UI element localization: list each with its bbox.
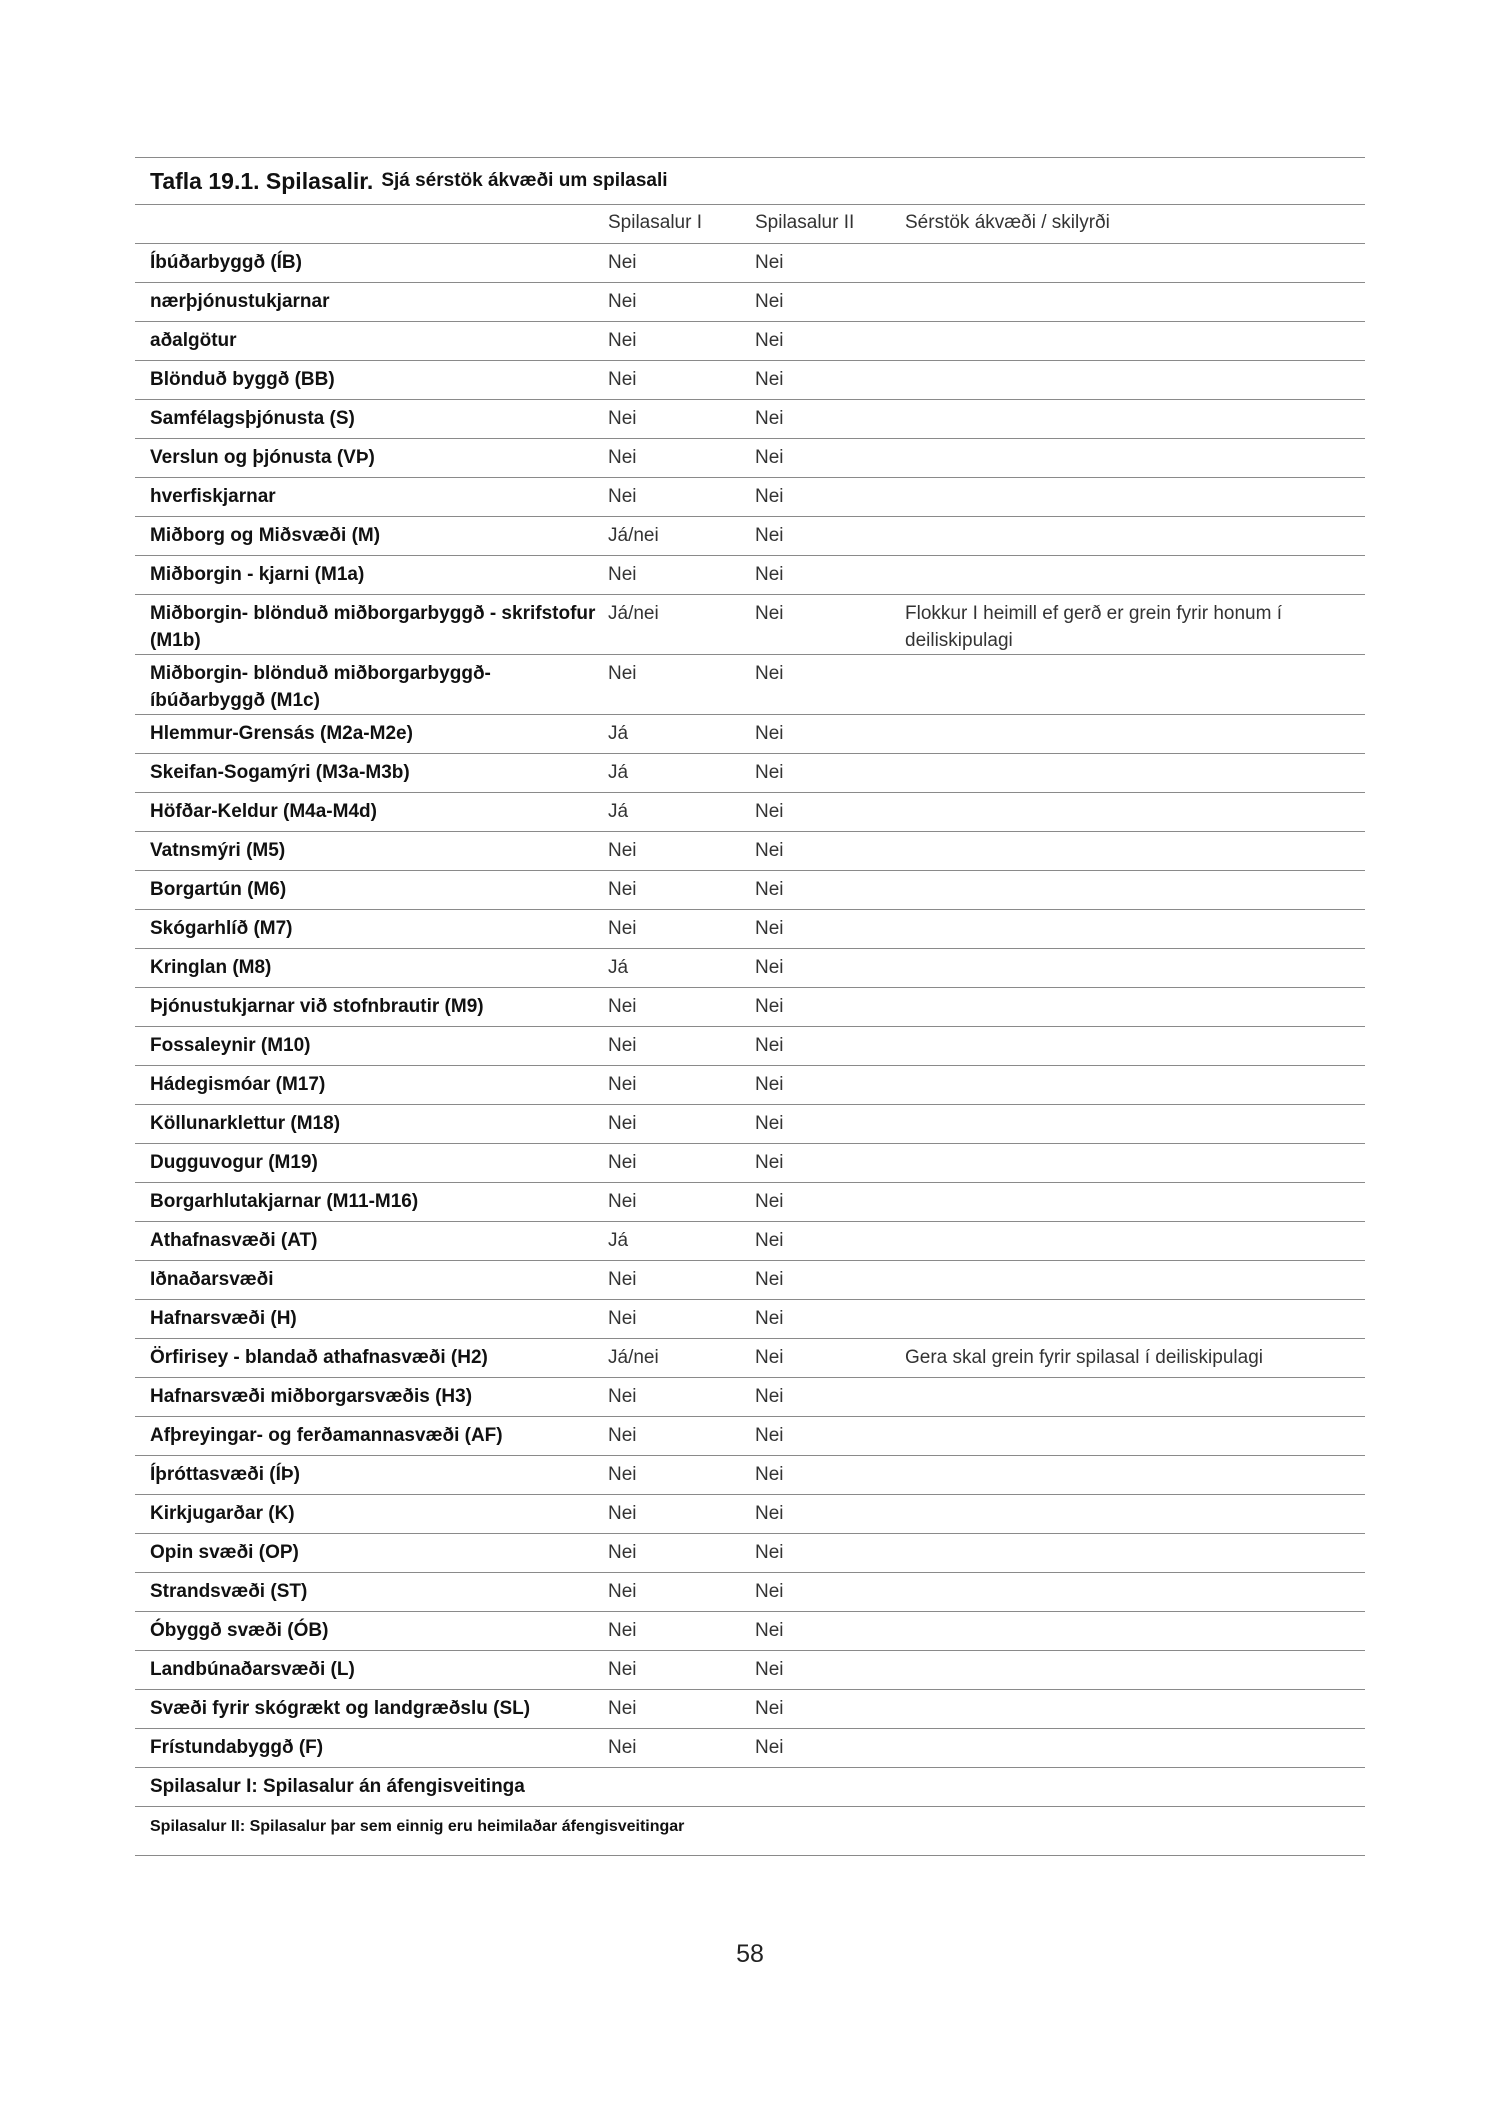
note-cell [905, 948, 1365, 987]
area-cell: Athafnasvæði (AT) [135, 1221, 608, 1260]
spilasalur-1-cell: Já [608, 1221, 755, 1260]
table-row [135, 282, 1365, 321]
note-cell [905, 987, 1365, 1026]
table-row [135, 243, 1365, 282]
area-cell: Miðborg og Miðsvæði (M) [135, 516, 608, 555]
area-cell: Miðborgin- blönduð miðborgarbyggð- íbúðarbyggð (M1c) [135, 654, 608, 714]
area-cell: Kringlan (M8) [135, 948, 608, 987]
spilasalur-2-cell: Nei [755, 948, 905, 987]
note-cell [905, 792, 1365, 831]
area-cell: Íbúðarbyggð (ÍB) [135, 243, 608, 282]
spilasalur-2-cell: Nei [755, 438, 905, 477]
area-cell: Höfðar-Keldur (M4a-M4d) [135, 792, 608, 831]
note-cell [905, 1455, 1365, 1494]
area-cell: Landbúnaðarsvæði (L) [135, 1650, 608, 1689]
table-row [135, 438, 1365, 477]
area-cell: Örfirisey - blandað athafnasvæði (H2) [135, 1338, 608, 1377]
table-row [135, 870, 1365, 909]
area-cell: Kirkjugarðar (K) [135, 1494, 608, 1533]
spilasalur-2-cell: Nei [755, 1377, 905, 1416]
spilasalur-1-cell: Nei [608, 909, 755, 948]
spilasalur-1-cell: Nei [608, 1104, 755, 1143]
area-cell: Verslun og þjónusta (VÞ) [135, 438, 608, 477]
spilasalur-1-cell: Nei [608, 1728, 755, 1767]
spilasalur-1-cell: Nei [608, 1377, 755, 1416]
area-cell: Hafnarsvæði (H) [135, 1299, 608, 1338]
spilasalur-1-cell: Já [608, 792, 755, 831]
spilasalur-2-cell: Nei [755, 243, 905, 282]
area-cell: Íþróttasvæði (ÍÞ) [135, 1455, 608, 1494]
table-row [135, 1494, 1365, 1533]
spilasalur-2-cell: Nei [755, 1416, 905, 1455]
note-cell [905, 1611, 1365, 1650]
area-cell: Þjónustukjarnar við stofnbrautir (M9) [135, 987, 608, 1026]
note-cell [905, 1221, 1365, 1260]
spilasalur-2-cell: Nei [755, 831, 905, 870]
table-row [135, 1299, 1365, 1338]
spilasalur-1-cell: Já [608, 714, 755, 753]
note-cell [905, 1572, 1365, 1611]
spilasalur-1-cell: Nei [608, 831, 755, 870]
table-row [135, 654, 1365, 714]
spilasalur-1-cell: Já [608, 948, 755, 987]
spilasalur-2-cell: Nei [755, 1026, 905, 1065]
spilasalur-1-cell: Nei [608, 1533, 755, 1572]
spilasalur-1-cell: Nei [608, 282, 755, 321]
spilasalur-2-cell: Nei [755, 714, 905, 753]
note-cell [905, 1143, 1365, 1182]
spilasalur-1-cell: Já/nei [608, 516, 755, 555]
table-row [135, 831, 1365, 870]
spilasalur-2-cell: Nei [755, 1299, 905, 1338]
legend-line-2: Spilasalur II: Spilasalur þar sem einnig eru heimilaðar áfengisveitingar [135, 1807, 1365, 1856]
spilasalur-2-cell: Nei [755, 870, 905, 909]
area-cell: Vatnsmýri (M5) [135, 831, 608, 870]
table-row [135, 1260, 1365, 1299]
note-cell [905, 909, 1365, 948]
note-cell [905, 1728, 1365, 1767]
area-cell: Miðborgin - kjarni (M1a) [135, 555, 608, 594]
area-cell: nærþjónustukjarnar [135, 282, 608, 321]
table-legend [135, 1768, 1365, 1857]
spilasalur-2-cell: Nei [755, 654, 905, 714]
spilasalur-1-cell: Nei [608, 1182, 755, 1221]
table-row [135, 555, 1365, 594]
spilasalur-2-cell: Nei [755, 1143, 905, 1182]
area-cell: Samfélagsþjónusta (S) [135, 399, 608, 438]
spilasalur-1-cell: Nei [608, 555, 755, 594]
note-cell [905, 438, 1365, 477]
spilasalur-1-cell: Nei [608, 1299, 755, 1338]
gaming-halls-table [135, 205, 1365, 1768]
area-cell: Opin svæði (OP) [135, 1533, 608, 1572]
spilasalur-1-cell: Nei [608, 1455, 755, 1494]
table-row [135, 516, 1365, 555]
table-row [135, 1533, 1365, 1572]
spilasalur-2-cell: Nei [755, 792, 905, 831]
note-cell [905, 831, 1365, 870]
spilasalur-2-cell: Nei [755, 1065, 905, 1104]
area-cell: Frístundabyggð (F) [135, 1728, 608, 1767]
spilasalur-2-cell: Nei [755, 1455, 905, 1494]
spilasalur-2-cell: Nei [755, 1494, 905, 1533]
spilasalur-1-cell: Nei [608, 1611, 755, 1650]
note-cell [905, 1026, 1365, 1065]
table-row [135, 594, 1365, 654]
area-cell: aðalgötur [135, 321, 608, 360]
spilasalur-2-cell: Nei [755, 399, 905, 438]
note-cell [905, 1416, 1365, 1455]
spilasalur-1-cell: Nei [608, 870, 755, 909]
note-cell [905, 1494, 1365, 1533]
area-cell: Óbyggð svæði (ÓB) [135, 1611, 608, 1650]
area-cell: Borgarhlutakjarnar (M11-M16) [135, 1182, 608, 1221]
table-row [135, 948, 1365, 987]
note-cell [905, 1104, 1365, 1143]
document-page [135, 157, 1365, 1856]
spilasalur-2-cell: Nei [755, 594, 905, 654]
area-cell: Iðnaðarsvæði [135, 1260, 608, 1299]
spilasalur-1-cell: Nei [608, 1260, 755, 1299]
note-cell [905, 1299, 1365, 1338]
note-cell [905, 1689, 1365, 1728]
table-row [135, 753, 1365, 792]
table-row [135, 1065, 1365, 1104]
spilasalur-1-cell: Nei [608, 399, 755, 438]
area-cell: Afþreyingar- og ferðamannasvæði (AF) [135, 1416, 608, 1455]
spilasalur-2-cell: Nei [755, 1221, 905, 1260]
legend-line-1: Spilasalur I: Spilasalur án áfengisveitinga [135, 1768, 1365, 1807]
area-cell: Köllunarklettur (M18) [135, 1104, 608, 1143]
spilasalur-1-cell: Nei [608, 477, 755, 516]
spilasalur-2-cell: Nei [755, 1611, 905, 1650]
note-cell [905, 243, 1365, 282]
spilasalur-1-cell: Nei [608, 1650, 755, 1689]
note-cell: Gera skal grein fyrir spilasal í deiliskipulagi [905, 1338, 1365, 1377]
table-row [135, 477, 1365, 516]
area-cell: hverfiskjarnar [135, 477, 608, 516]
table-subtitle: Sjá sérstök ákvæði um spilasali [381, 170, 668, 191]
spilasalur-2-cell: Nei [755, 555, 905, 594]
spilasalur-1-cell: Nei [608, 1689, 755, 1728]
table-row [135, 714, 1365, 753]
table-row [135, 1650, 1365, 1689]
note-cell [905, 1533, 1365, 1572]
table-row [135, 1455, 1365, 1494]
note-cell [905, 399, 1365, 438]
spilasalur-2-cell: Nei [755, 1338, 905, 1377]
page-number: 58 [736, 1940, 764, 1968]
note-cell [905, 1650, 1365, 1689]
spilasalur-1-cell: Já/nei [608, 1338, 755, 1377]
table-row [135, 909, 1365, 948]
spilasalur-2-cell: Nei [755, 1728, 905, 1767]
spilasalur-2-cell: Nei [755, 1533, 905, 1572]
spilasalur-2-cell: Nei [755, 1182, 905, 1221]
note-cell [905, 516, 1365, 555]
table-caption [135, 157, 1365, 205]
spilasalur-1-cell: Nei [608, 1065, 755, 1104]
area-cell: Strandsvæði (ST) [135, 1572, 608, 1611]
spilasalur-1-cell: Nei [608, 1026, 755, 1065]
note-cell [905, 477, 1365, 516]
spilasalur-2-cell: Nei [755, 753, 905, 792]
table-row [135, 1416, 1365, 1455]
spilasalur-2-cell: Nei [755, 987, 905, 1026]
area-cell: Skógarhlíð (M7) [135, 909, 608, 948]
spilasalur-2-cell: Nei [755, 1689, 905, 1728]
table-row [135, 360, 1365, 399]
table-row [135, 1728, 1365, 1767]
note-cell [905, 753, 1365, 792]
spilasalur-1-cell: Nei [608, 1416, 755, 1455]
table-row [135, 1221, 1365, 1260]
area-cell: Dugguvogur (M19) [135, 1143, 608, 1182]
spilasalur-1-cell: Nei [608, 321, 755, 360]
note-cell [905, 870, 1365, 909]
note-cell [905, 654, 1365, 714]
spilasalur-1-cell: Nei [608, 360, 755, 399]
spilasalur-1-cell: Nei [608, 654, 755, 714]
spilasalur-2-cell: Nei [755, 321, 905, 360]
spilasalur-1-cell: Nei [608, 1572, 755, 1611]
spilasalur-2-cell: Nei [755, 909, 905, 948]
spilasalur-2-cell: Nei [755, 477, 905, 516]
area-cell: Hádegismóar (M17) [135, 1065, 608, 1104]
area-cell: Borgartún (M6) [135, 870, 608, 909]
spilasalur-2-cell: Nei [755, 282, 905, 321]
table-row [135, 1182, 1365, 1221]
table-row [135, 1104, 1365, 1143]
area-cell: Miðborgin- blönduð miðborgarbyggð - skrifstofur (M1b) [135, 594, 608, 654]
spilasalur-2-cell: Nei [755, 1572, 905, 1611]
spilasalur-1-cell: Já/nei [608, 594, 755, 654]
spilasalur-1-cell: Nei [608, 1494, 755, 1533]
note-cell [905, 321, 1365, 360]
table-row [135, 1611, 1365, 1650]
table-row [135, 399, 1365, 438]
table-row [135, 321, 1365, 360]
spilasalur-1-cell: Nei [608, 243, 755, 282]
table-row [135, 987, 1365, 1026]
table-row [135, 1143, 1365, 1182]
table-row [135, 1026, 1365, 1065]
spilasalur-1-cell: Nei [608, 1143, 755, 1182]
area-cell: Hlemmur-Grensás (M2a-M2e) [135, 714, 608, 753]
spilasalur-2-cell: Nei [755, 1260, 905, 1299]
note-cell [905, 360, 1365, 399]
table-header-row [135, 205, 1365, 243]
note-cell [905, 1260, 1365, 1299]
spilasalur-1-cell: Nei [608, 438, 755, 477]
area-cell: Svæði fyrir skógrækt og landgræðslu (SL) [135, 1689, 608, 1728]
table-row [135, 1377, 1365, 1416]
header-spilasalur-1: Spilasalur I [608, 205, 755, 243]
header-area [135, 205, 608, 243]
table-row [135, 792, 1365, 831]
header-note: Sérstök ákvæði / skilyrði [905, 205, 1365, 243]
area-cell: Blönduð byggð (BB) [135, 360, 608, 399]
header-spilasalur-2: Spilasalur II [755, 205, 905, 243]
area-cell: Hafnarsvæði miðborgarsvæðis (H3) [135, 1377, 608, 1416]
spilasalur-1-cell: Já [608, 753, 755, 792]
area-cell: Fossaleynir (M10) [135, 1026, 608, 1065]
spilasalur-1-cell: Nei [608, 987, 755, 1026]
table-row [135, 1689, 1365, 1728]
spilasalur-2-cell: Nei [755, 516, 905, 555]
note-cell [905, 555, 1365, 594]
area-cell: Skeifan-Sogamýri (M3a-M3b) [135, 753, 608, 792]
table-row [135, 1338, 1365, 1377]
table-row [135, 1572, 1365, 1611]
note-cell [905, 714, 1365, 753]
table-title: Tafla 19.1. Spilasalir. [150, 167, 374, 194]
note-cell [905, 1065, 1365, 1104]
note-cell: Flokkur I heimill ef gerð er grein fyrir honum í deiliskipulagi [905, 594, 1365, 654]
spilasalur-2-cell: Nei [755, 1650, 905, 1689]
note-cell [905, 282, 1365, 321]
spilasalur-2-cell: Nei [755, 360, 905, 399]
note-cell [905, 1182, 1365, 1221]
note-cell [905, 1377, 1365, 1416]
spilasalur-2-cell: Nei [755, 1104, 905, 1143]
